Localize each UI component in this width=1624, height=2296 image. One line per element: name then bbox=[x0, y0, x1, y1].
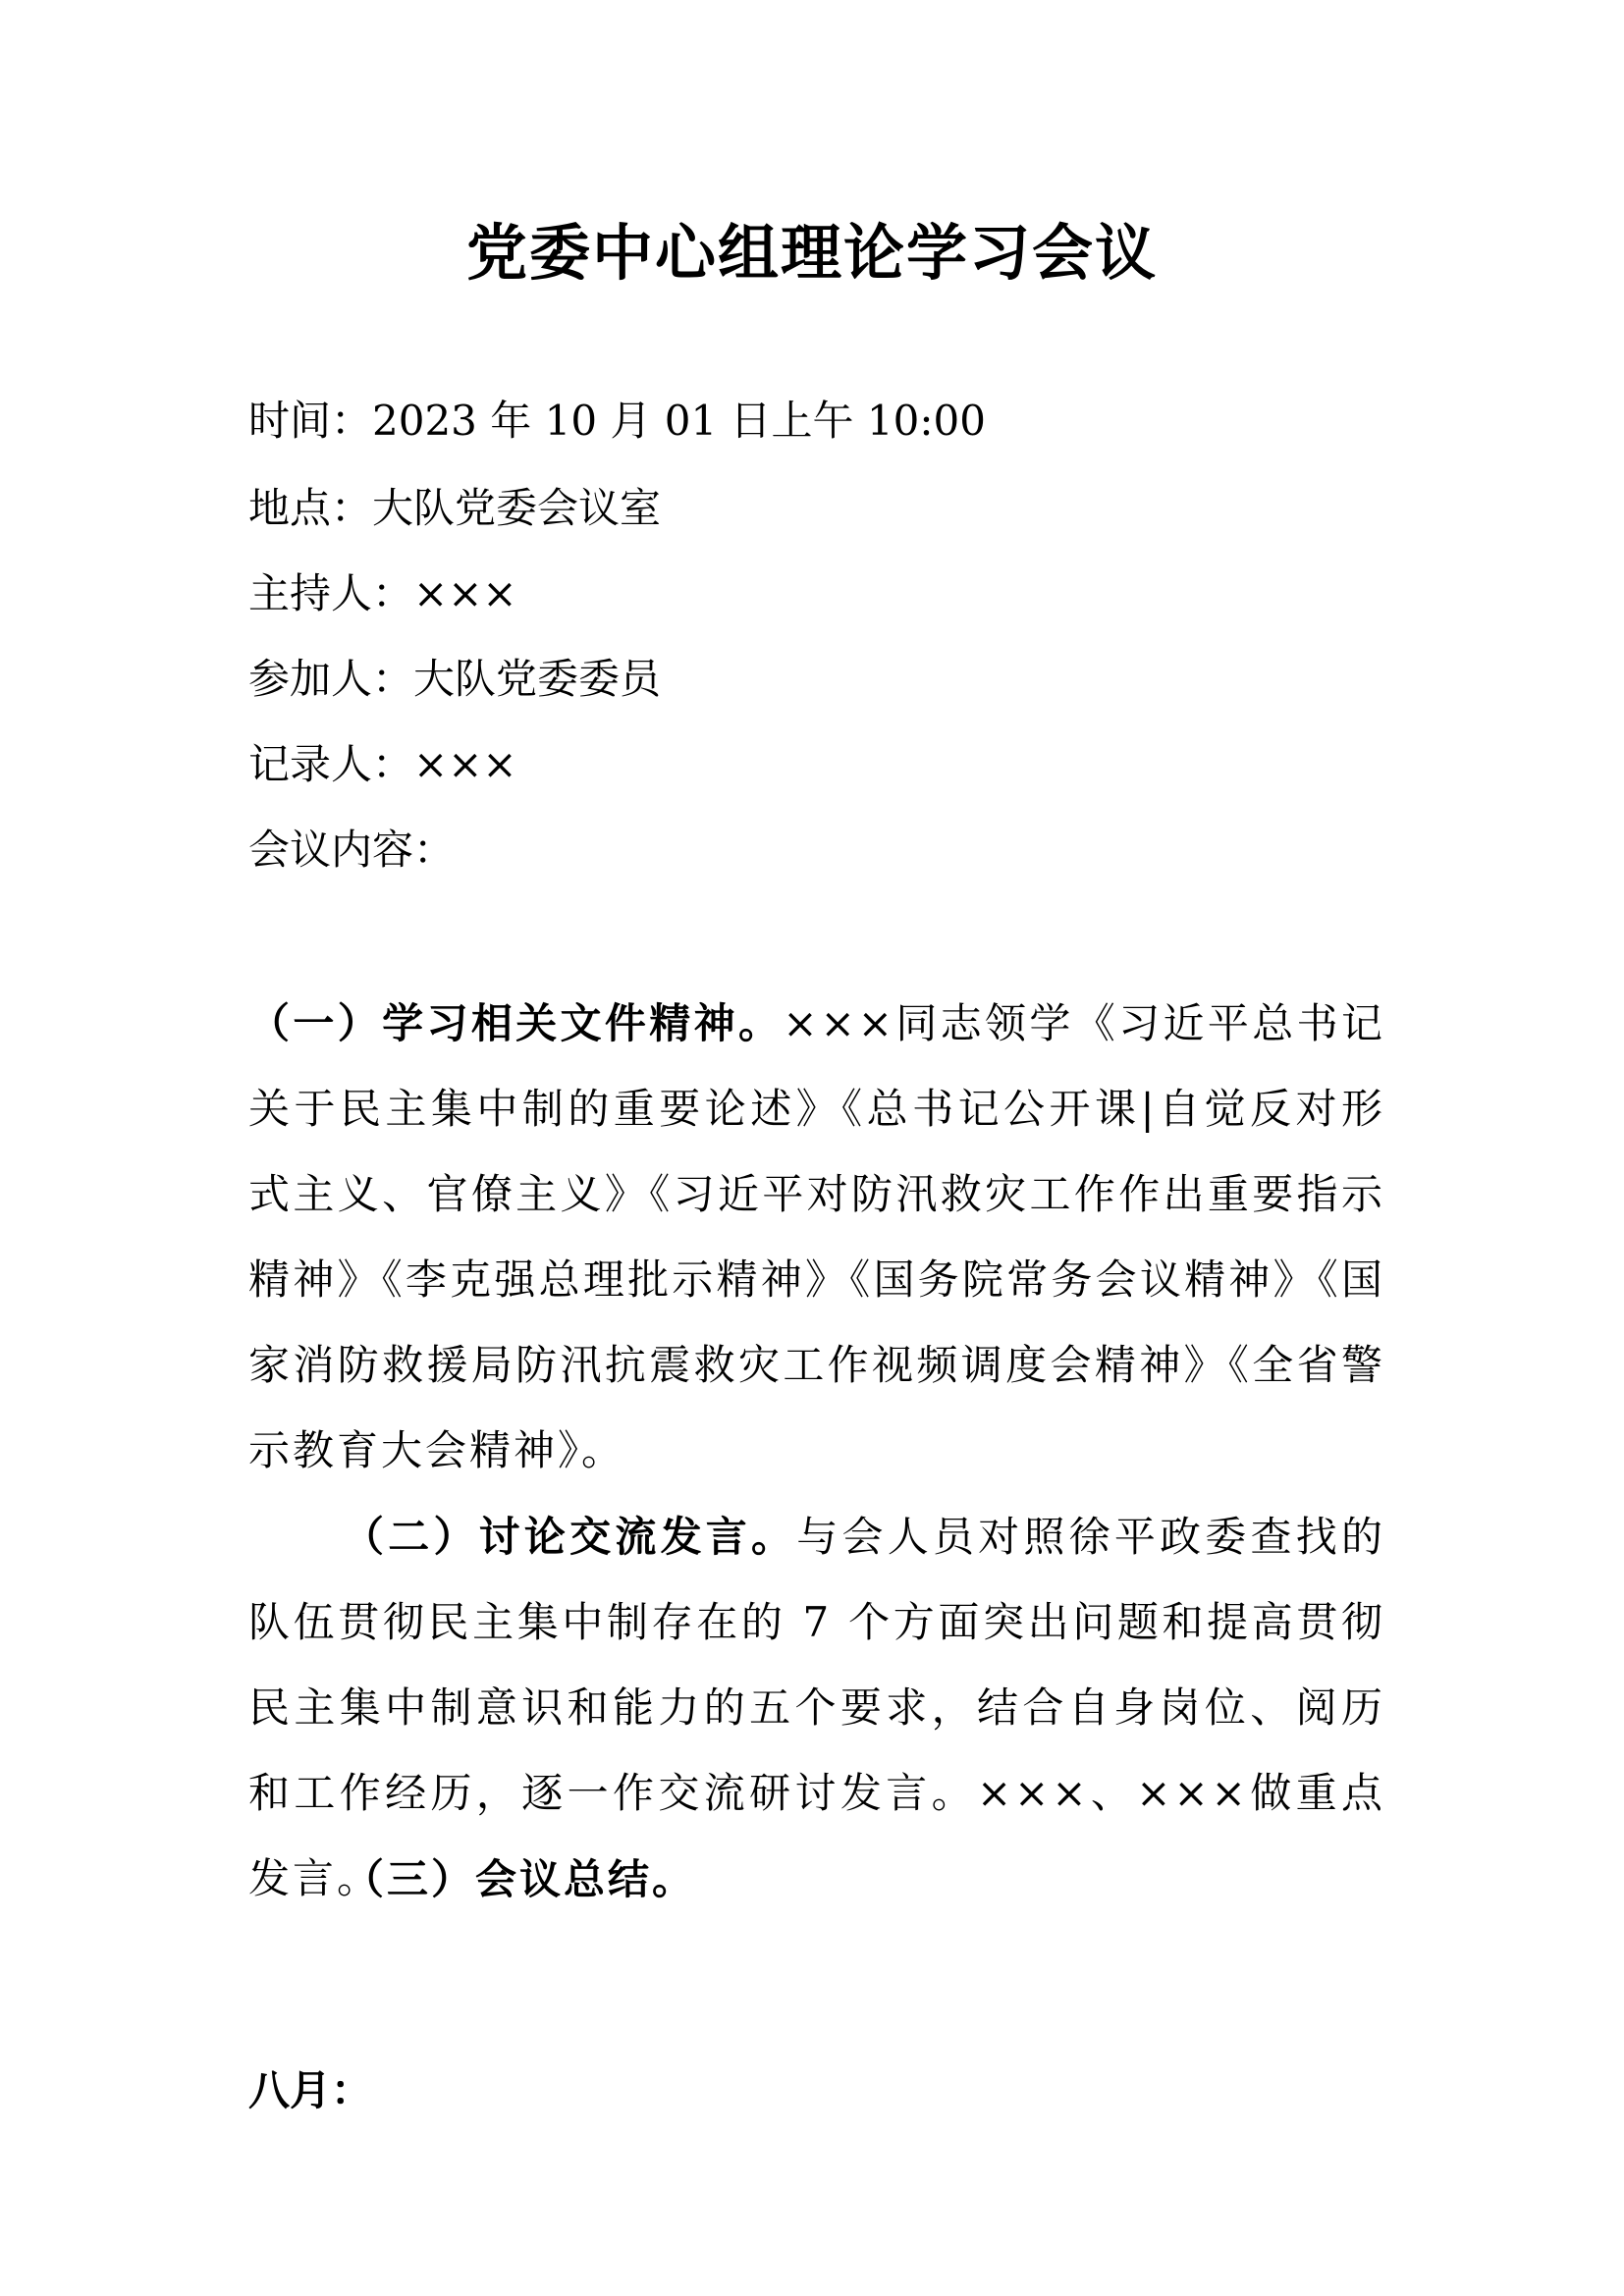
section-3-heading: （三）会议总结。 bbox=[343, 1855, 697, 1903]
recorder-label: 记录人： bbox=[248, 740, 414, 788]
time-value: 2023 年 10 月 01 日上午 10:00 bbox=[372, 397, 986, 445]
meta-time bbox=[248, 394, 986, 449]
meta-place bbox=[248, 481, 661, 536]
participants-value: 大队党委委员 bbox=[413, 655, 662, 703]
place-value: 大队党委会议室 bbox=[372, 484, 662, 532]
section-2-heading: （二）讨论交流发言。 bbox=[343, 1513, 797, 1561]
meta-recorder bbox=[248, 737, 517, 792]
section-2-body: 与会人员对照徐平政委查找的队伍贯彻民主集中制存在的 7 个方面突出问题和提高贯彻民主集中制意识和能力的五个要求，结合自身岗位、阅历和工作经历，逐一作交流研讨发言。×××、×××做重点发言。 bbox=[248, 1513, 1385, 1902]
section-1-heading: （一）学习相关文件精神。 bbox=[248, 999, 784, 1047]
time-label: 时间： bbox=[248, 397, 373, 445]
section-1 bbox=[248, 981, 1385, 1493]
document-title: 党委中心组理论学习会议 bbox=[465, 217, 1158, 289]
host-value: ××× bbox=[413, 569, 517, 617]
meta-participants bbox=[248, 652, 661, 707]
meta-content bbox=[248, 823, 455, 878]
host-label: 主持人： bbox=[248, 569, 414, 617]
participants-label: 参加人： bbox=[248, 655, 414, 703]
recorder-value: ××× bbox=[413, 740, 517, 788]
section-1-body: ×××同志领学《习近平总书记关于民主集中制的重要论述》《总书记公开课|自觉反对形式主义、官僚主义》《习近平对防汛救灾工作作出重要指示精神》《李克强总理批示精神》《国务院常务会议精神》《国家消防救援局防汛抗震救灾工作视频调度会精神》《全省警示教育大会精神》。 bbox=[248, 999, 1385, 1474]
meta-host bbox=[248, 566, 517, 621]
content-label: 会议内容： bbox=[248, 826, 456, 874]
section-3 bbox=[248, 1837, 1385, 1922]
closing-month: 八月： bbox=[248, 2066, 373, 2114]
place-label: 地点： bbox=[248, 484, 373, 532]
